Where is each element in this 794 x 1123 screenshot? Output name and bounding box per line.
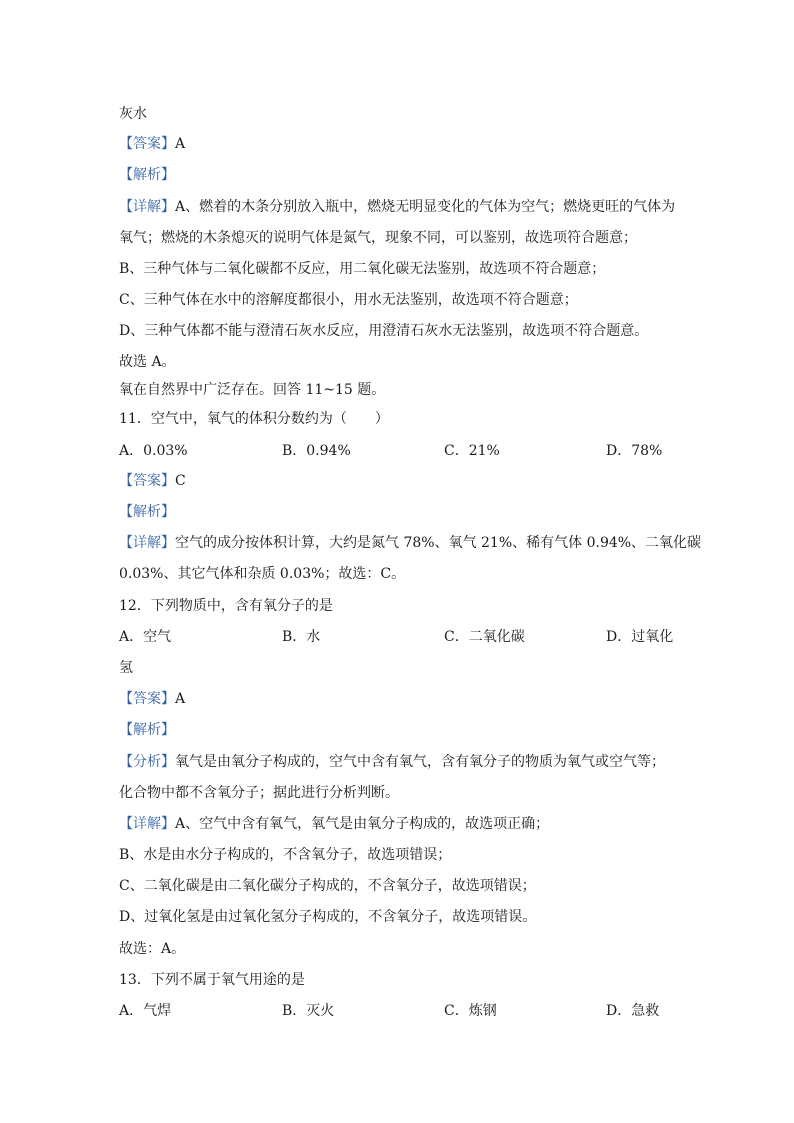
option-c: C．炼钢 — [444, 1003, 497, 1019]
detail-line: 【详解】空气的成分按体积计算，大约是氮气 78%、氧气 21%、稀有气体 0.94%、二氧化碳 — [119, 535, 702, 551]
detail-line: 【详解】A、空气中含有氧气，氧气是由氧分子构成的，故选项正确； — [119, 816, 550, 832]
answer-tag: 【答案】 — [119, 473, 175, 489]
option-c: C．21% — [444, 443, 500, 459]
text-line: 0.03%、其它气体和杂质 0.03%；故选：C。 — [119, 566, 406, 582]
analysis-tag: 【解析】 — [119, 167, 175, 183]
text-line: B、三种气体与二氧化碳都不反应，用二氧化碳无法鉴别，故选项不符合题意； — [119, 261, 606, 277]
text-line: C、三种气体在水中的溶解度都很小，用水无法鉴别，故选项不符合题意； — [119, 292, 578, 308]
options-row-11 — [119, 441, 679, 461]
text-line: D、三种气体都不能与澄清石灰水反应，用澄清石灰水无法鉴别，故选项不符合题意。 — [119, 323, 649, 339]
detail-tag: 【详解】 — [119, 199, 175, 215]
analysis-line — [119, 165, 175, 185]
detail-line: 【详解】A、燃着的木条分别放入瓶中，燃烧无明显变化的气体为空气；燃烧更旺的气体为 — [119, 199, 676, 215]
text-line: D、过氧化氢是由过氧化氢分子构成的，不含氧分子，故选项错误。 — [119, 909, 537, 925]
option-a: A．空气 — [119, 629, 172, 645]
options-row-12 — [119, 627, 679, 647]
text-line: 故选：A。 — [119, 941, 186, 957]
question-11: 11．空气中，氧气的体积分数约为（ ） — [119, 411, 389, 427]
option-a: A．0.03% — [119, 443, 188, 459]
text-line: C、二氧化碳是由二氧化碳分子构成的，不含氧分子，故选项错误； — [119, 878, 536, 894]
option-d: D．78% — [606, 443, 663, 459]
detail-tag: 【详解】 — [119, 535, 175, 551]
option-d: D．急救 — [606, 1003, 660, 1019]
analysis-tag: 【解析】 — [119, 504, 175, 520]
answer-line: 【答案】A — [119, 136, 186, 152]
text-line: 氢 — [119, 660, 133, 676]
text-line: 灰水 — [119, 106, 147, 122]
detail-tag: 【详解】 — [119, 816, 175, 832]
analysis-line — [119, 502, 175, 522]
analysis-intro-line: 【分析】氧气是由氧分子构成的，空气中含有氧气，含有氧分子的物质为氧气或空气等； — [119, 754, 665, 770]
text-line: 氧气；燃烧的木条熄灭的说明气体是氮气，现象不同，可以鉴别，故选项符合题意； — [119, 230, 637, 246]
options-row-13 — [119, 1001, 679, 1021]
analysis-intro-tag: 【分析】 — [119, 754, 175, 770]
option-b: B．水 — [282, 629, 321, 645]
text-line: 化合物中都不含氧分子；据此进行分析判断。 — [119, 785, 399, 801]
text-line: 故选 A。 — [119, 354, 176, 370]
question-13: 13．下列不属于氧气用途的是 — [119, 972, 305, 988]
option-b: B．灭火 — [282, 1003, 335, 1019]
option-c: C．二氧化碳 — [444, 629, 525, 645]
text-line: 氧在自然界中广泛存在。回答 11~15 题。 — [119, 382, 386, 398]
answer-line: 【答案】A — [119, 691, 186, 707]
analysis-tag: 【解析】 — [119, 722, 175, 738]
option-a: A．气焊 — [119, 1003, 172, 1019]
analysis-line — [119, 720, 175, 740]
answer-line: 【答案】C — [119, 473, 186, 489]
question-12: 12．下列物质中，含有氧分子的是 — [119, 598, 333, 614]
answer-tag: 【答案】 — [119, 691, 175, 707]
option-b: B．0.94% — [282, 443, 351, 459]
option-d: D．过氧化 — [606, 629, 674, 645]
text-line: B、水是由水分子构成的，不含氧分子，故选项错误； — [119, 847, 452, 863]
answer-tag: 【答案】 — [119, 136, 175, 152]
